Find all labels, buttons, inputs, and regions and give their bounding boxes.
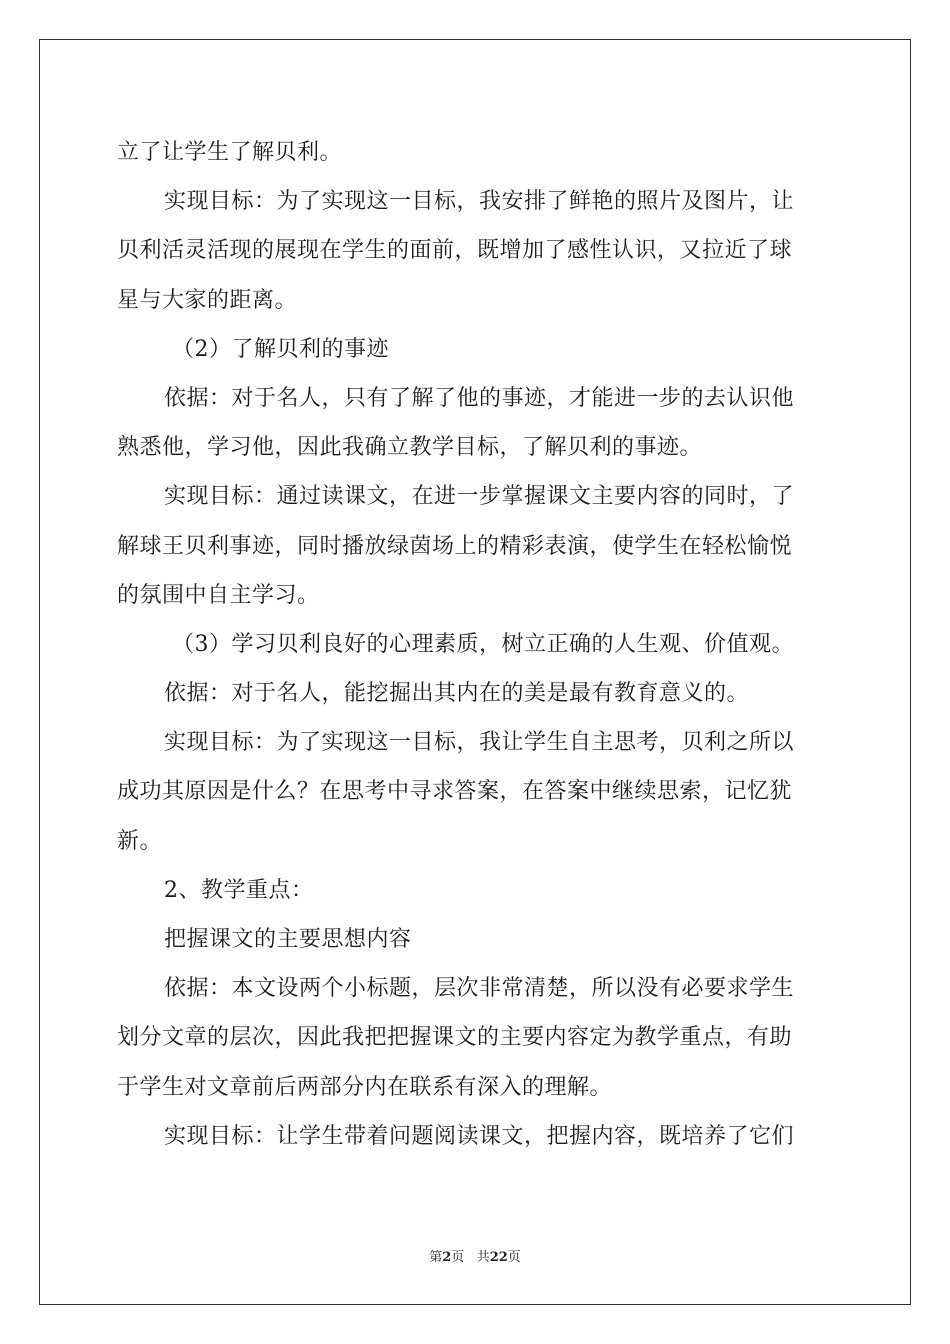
page-number: 2	[442, 1250, 452, 1265]
text-line: 依据：本文设两个小标题，层次非常清楚，所以没有必要求学生	[164, 976, 795, 1002]
text-line: 把握课文的主要思想内容	[164, 927, 412, 952]
section-heading: （2）了解贝利的事迹	[172, 336, 389, 362]
section-heading: （3）学习贝利良好的心理素质，树立正确的人生观、价值观。	[172, 631, 794, 657]
document-body	[117, 128, 837, 1161]
section-heading: 2、教学重点：	[164, 877, 314, 903]
text-line: 依据：对于名人，只有了解了他的事迹，才能进一步的去认识他	[164, 385, 795, 411]
page-footer	[0, 1246, 950, 1265]
text-line: 星与大家的距离。	[117, 287, 298, 313]
text-line: 贝利活灵活现的展现在学生的面前，既增加了感性认识，又拉近了球	[117, 238, 793, 264]
text-line: 新。	[117, 828, 163, 854]
text-line: 实现目标：为了实现这一目标，我安排了鲜艳的照片及图片，让	[164, 189, 795, 215]
text-line: 实现目标：通过读课文，在进一步掌握课文主要内容的同时，了	[164, 484, 795, 510]
total-prefix: 共	[476, 1250, 490, 1265]
text-line: 熟悉他，学习他，因此我确立教学目标，了解贝利的事迹。	[117, 435, 703, 461]
text-line: 解球王贝利事迹，同时播放绿茵场上的精彩表演，使学生在轻松愉悦	[117, 533, 793, 559]
text-line: 划分文章的层次，因此我把把握课文的主要内容定为教学重点，有助	[117, 1025, 793, 1051]
text-line: 的氛围中自主学习。	[117, 582, 320, 608]
page-prefix: 第	[429, 1250, 443, 1265]
text-line: 立了让学生了解贝利。	[117, 140, 343, 165]
total-suffix: 页	[507, 1250, 521, 1265]
text-line: 实现目标：为了实现这一目标，我让学生自主思考，贝利之所以	[164, 730, 795, 756]
text-line: 依据：对于名人，能挖掘出其内在的美是最有教育意义的。	[164, 681, 750, 707]
total-pages: 22	[489, 1250, 508, 1265]
text-line: 于学生对文章前后两部分内在联系有深入的理解。	[117, 1074, 613, 1100]
text-line: 实现目标：让学生带着问题阅读课文，把握内容，既培养了它们	[164, 1123, 795, 1149]
text-line: 成功其原因是什么？在思考中寻求答案，在答案中继续思索，记忆犹	[117, 779, 793, 805]
page-suffix: 页	[451, 1250, 465, 1265]
